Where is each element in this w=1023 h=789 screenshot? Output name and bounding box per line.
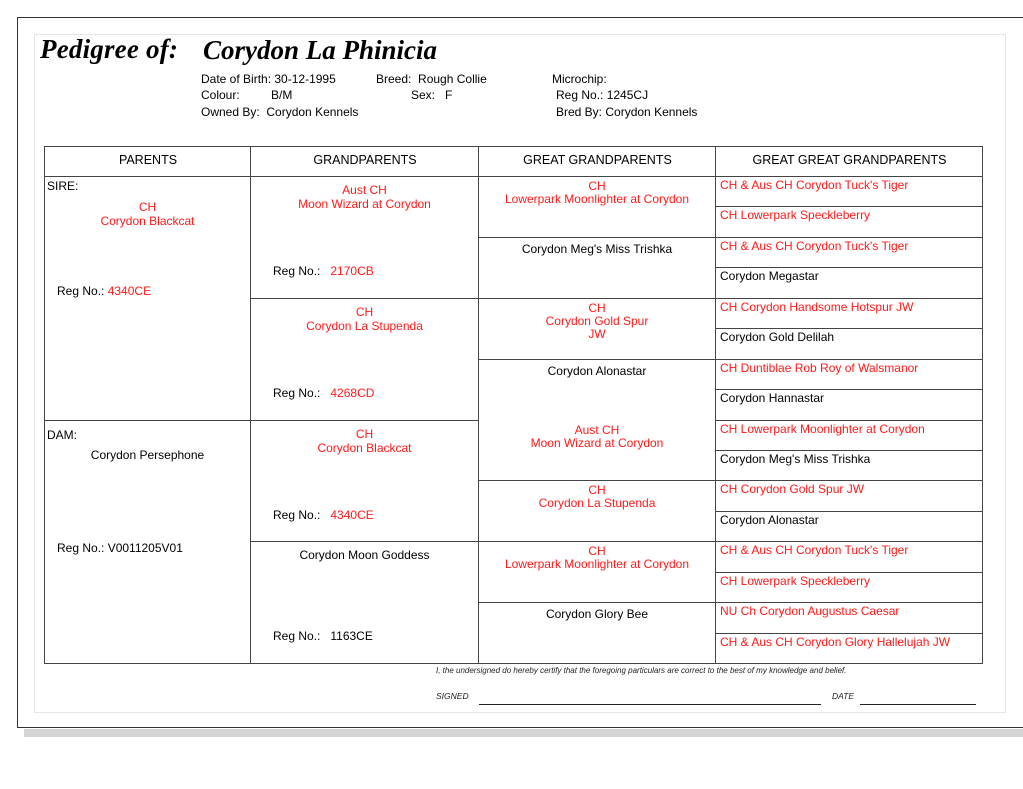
great-grandparent-cell	[479, 177, 715, 238]
grandparent-name-block	[251, 305, 478, 333]
great-great-grandparent-cell: CH Corydon Gold Spur JW	[720, 482, 865, 497]
great-great-grandparent-cell: CH Corydon Handsome Hotspur JW	[720, 299, 914, 314]
row-divider	[715, 633, 983, 634]
dam-reg	[57, 541, 183, 555]
column-header-great-grandparents: GREAT GRANDPARENTS	[479, 147, 716, 177]
great-grandparent-title: CH	[588, 483, 606, 498]
signed-label: SIGNED	[436, 691, 469, 701]
great-grandparent-name: Corydon Gold Spur	[545, 313, 649, 328]
column-header-great-great-grandparents: GREAT GREAT GRANDPARENTS	[716, 147, 983, 177]
row-divider	[715, 206, 983, 207]
great-great-grandparent-cell: CH Lowerpark Speckleberry	[720, 573, 871, 588]
breed-label: Breed:	[376, 72, 412, 86]
row-divider	[715, 389, 983, 390]
dog-name: Corydon La Phinicia	[203, 35, 438, 65]
row-divider	[715, 602, 983, 603]
row-divider	[715, 328, 983, 329]
grandparent-cell	[251, 177, 478, 299]
great-great-grandparent-cell: CH Duntiblae Rob Roy of Walsmanor	[720, 360, 919, 375]
microchip-label: Microchip:	[552, 72, 607, 86]
great-grandparent-title: Aust CH	[574, 422, 620, 437]
date-of-birth-value: 30-12-1995	[274, 72, 336, 86]
pedigree-title-label: Pedigree of:	[40, 34, 179, 64]
great-grandparent-name: Corydon La Stupenda	[538, 496, 656, 511]
grandparent-reg-value: 1163CE	[330, 629, 373, 644]
great-great-grandparent-cell: CH Lowerpark Moonlighter at Corydon	[720, 421, 925, 436]
great-grandparent-title: CH	[588, 300, 606, 315]
reg-no-label: Reg No.:	[556, 88, 604, 102]
row-divider	[715, 511, 983, 512]
grandparent-reg-label: Reg No.:	[273, 264, 321, 278]
bred-by-value: Corydon Kennels	[605, 105, 698, 119]
sire-reg	[57, 284, 151, 298]
grandparent-name: Moon Wizard at Corydon	[298, 197, 431, 211]
colour-value: B/M	[271, 88, 293, 102]
grandparent-title: Aust CH	[342, 183, 387, 197]
great-grandparent-name: Lowerpark Moonlighter at Corydon	[504, 192, 690, 206]
dam-reg-label: Reg No.:	[57, 541, 105, 555]
breed-field	[376, 72, 487, 86]
row-divider	[478, 298, 716, 299]
great-great-grandparent-cell: Corydon Meg's Miss Trishka	[720, 451, 871, 466]
sire-name: Corydon Blackcat	[100, 214, 195, 228]
dam-cell	[45, 421, 250, 664]
great-great-grandparent-cell: Corydon Hannastar	[720, 391, 825, 406]
great-great-grandparent-cell: Corydon Megastar	[720, 269, 819, 284]
great-grandparent-name: Corydon Glory Bee	[545, 607, 649, 622]
great-grandparent-name: Corydon Alonastar	[547, 363, 647, 378]
grandparent-name: Corydon La Stupenda	[306, 318, 423, 333]
row-divider	[715, 572, 983, 573]
dam-label: DAM:	[47, 428, 77, 442]
row-divider	[45, 420, 478, 421]
grandparent-title: CH	[355, 304, 374, 319]
date-of-birth-field	[201, 72, 336, 86]
grandparent-name: Corydon Blackcat	[317, 440, 412, 455]
grandparent-reg-value: 4340CE	[330, 507, 374, 522]
great-great-grandparent-cell: Corydon Alonastar	[720, 512, 819, 527]
owned-by-label: Owned By:	[201, 105, 260, 119]
reg-no-field	[556, 88, 648, 102]
row-divider	[715, 541, 983, 542]
sex-value: F	[445, 88, 453, 102]
grandparent-reg-label: Reg No.:	[273, 629, 321, 644]
row-divider	[715, 298, 983, 299]
row-divider	[478, 480, 716, 481]
sire-reg-value: 4340CE	[107, 284, 152, 298]
dam-name: Corydon Persephone	[90, 448, 205, 462]
grandparent-title: CH	[355, 426, 374, 441]
column-header-parents: PARENTS	[45, 147, 251, 177]
page-shadow	[24, 729, 1023, 737]
column-header-grandparents: GRANDPARENTS	[251, 147, 479, 177]
great-great-grandparent-cell: NU Ch Corydon Augustus Caesar	[720, 604, 900, 619]
sire-cell	[45, 177, 250, 420]
great-grandparent-name: Corydon Meg's Miss Trishka	[521, 241, 673, 256]
row-divider	[478, 237, 716, 238]
great-grandparent-cell	[479, 421, 715, 482]
sex-field	[411, 88, 452, 102]
sex-label: Sex:	[411, 88, 436, 102]
row-divider	[478, 359, 716, 360]
great-grandparent-cell	[479, 360, 715, 421]
certification-text: I, the undersigned do hereby certify that the foregoing particulars are correct to the best of my knowledge and belief.	[436, 666, 847, 675]
signature-line[interactable]	[479, 704, 821, 705]
row-divider	[250, 298, 478, 299]
colour-label: Colour:	[201, 88, 240, 102]
great-grandparent-title: CH	[588, 544, 606, 559]
great-great-grandparent-cell: CH & Aus CH Corydon Tuck's Tiger	[720, 543, 909, 558]
owned-by-field	[201, 105, 358, 119]
bred-by-label: Bred By:	[556, 105, 603, 119]
great-great-grandparent-cell: CH & Aus CH Corydon Tuck's Tiger	[720, 238, 909, 253]
breed-value: Rough Collie	[418, 72, 487, 86]
grandparent-name-block	[251, 427, 478, 455]
grandparent-reg	[273, 508, 374, 522]
row-divider	[715, 420, 983, 421]
row-divider	[250, 541, 478, 542]
bred-by-field	[556, 105, 697, 119]
row-divider	[715, 480, 983, 481]
colour-field	[201, 88, 292, 102]
date-of-birth-label: Date of Birth:	[201, 72, 272, 86]
sire-title: CH	[138, 200, 157, 214]
great-great-grandparent-cell: Corydon Gold Delilah	[720, 330, 835, 345]
great-grandparent-cell	[479, 299, 715, 360]
row-divider	[715, 450, 983, 451]
grandparent-reg-label: Reg No.:	[273, 385, 321, 400]
date-label: DATE	[832, 691, 855, 701]
row-divider	[478, 541, 716, 542]
great-great-grandparent-cell: CH & Aus CH Corydon Glory Hallelujah JW	[720, 634, 951, 649]
great-grandparent-cell	[479, 238, 715, 299]
great-great-grandparent-cell: CH Lowerpark Speckleberry	[720, 208, 871, 223]
row-divider	[715, 267, 983, 268]
date-line[interactable]	[860, 704, 976, 705]
row-divider	[478, 602, 716, 603]
grandparent-reg	[273, 629, 373, 643]
great-grandparent-cell	[479, 481, 715, 542]
grandparent-cell	[251, 421, 478, 543]
row-divider	[715, 237, 983, 238]
great-grandparent-name: Lowerpark Moonlighter at Corydon	[504, 557, 690, 572]
dam-reg-value: V0011205V01	[107, 541, 183, 555]
grandparent-name: Corydon Moon Goddess	[299, 548, 430, 563]
great-grandparent-suffix: JW	[588, 326, 606, 341]
grandparent-reg-value: 4268CD	[330, 385, 375, 400]
grandparent-cell	[251, 542, 478, 664]
reg-no-value: 1245CJ	[606, 88, 649, 102]
grandparent-cell	[251, 299, 478, 421]
great-grandparent-cell	[479, 603, 715, 664]
owned-by-value: Corydon Kennels	[266, 105, 359, 119]
grandparent-reg	[273, 386, 374, 400]
great-grandparent-title: CH	[588, 179, 606, 193]
sire-reg-label: Reg No.:	[57, 284, 105, 298]
great-grandparent-cell	[479, 542, 715, 603]
grandparent-reg-label: Reg No.:	[273, 507, 321, 522]
grandparent-reg	[273, 264, 374, 278]
grandparent-name-block	[251, 183, 478, 211]
microchip-field	[552, 72, 607, 86]
row-divider	[715, 359, 983, 360]
pedigree-table	[44, 146, 983, 664]
great-grandparent-name: Moon Wizard at Corydon	[530, 435, 664, 450]
sire-label: SIRE:	[47, 179, 79, 193]
grandparent-name-block	[251, 548, 478, 562]
grandparent-reg-value: 2170CB	[330, 264, 374, 278]
great-great-grandparent-cell: CH & Aus CH Corydon Tuck's Tiger	[720, 178, 909, 192]
